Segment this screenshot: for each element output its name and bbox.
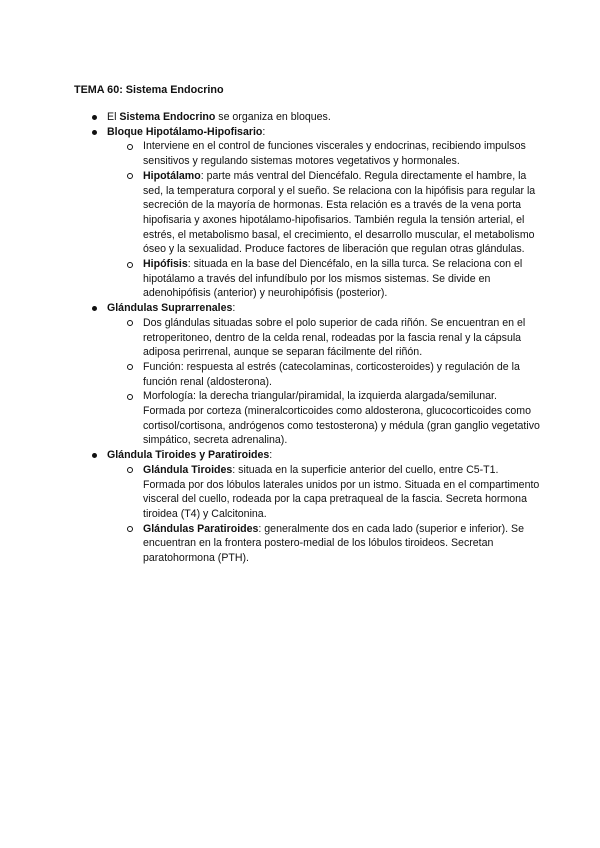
item-text: Morfología: la derecha triangular/piramidal, la izquierda alargada/semilunar. Formada por corteza (mineralcorticoides como aldosterona, glucocorticoides como cortisol/cortisona, andrógenos como testosterona) y médula (gran ganglio vegetativo simpático, secreta adrenalina). (143, 390, 540, 447)
item-bold: Hipófisis (143, 258, 188, 271)
intro-pre: El (107, 111, 120, 123)
intro-item (92, 110, 542, 125)
list-item (107, 139, 542, 168)
list-item (107, 316, 542, 360)
item-bold: Hipotálamo (143, 169, 201, 182)
section-heading: Bloque Hipotálamo-Hipofisario (107, 125, 263, 138)
heading-colon: : (232, 302, 236, 315)
list-item (107, 463, 542, 522)
section-heading: Glándula Tiroides y Paratiroides (107, 449, 270, 462)
heading-colon: : (269, 449, 273, 462)
section-tiroides-paratiroides (92, 448, 542, 566)
item-bold: Glándula Tiroides (143, 463, 233, 476)
list-item (107, 522, 542, 566)
section-items (107, 139, 542, 301)
item-text: : situada en la base del Diencéfalo, en la silla turca. Se relaciona con el hipotálamo a través del infundíbulo por los mismos sistemas. Se divide en adenohipófisis (anterior) y neurohipófisis (posterior). (143, 258, 523, 300)
item-text: Interviene en el control de funciones viscerales y endocrinas, recibiendo impulsos sensitivos y regulando sistemas motores vegetativos y hormonales. (143, 140, 526, 168)
section-items (107, 316, 542, 448)
item-bold: Glándulas Paratiroides (143, 522, 259, 535)
list-item (107, 169, 542, 257)
list-item (107, 257, 542, 301)
section-items (107, 463, 542, 566)
item-text: : situada en la superficie anterior del cuello, entre C5-T1. Formada por dos lóbulos laterales unidos por un istmo. Situada en el compartimento visceral del cuello, rodeada por la capa pretraqueal de la fascia. Secreta hormona tiroidea (T4) y Calcitonina. (143, 463, 540, 520)
intro-post: se organiza en bloques. (215, 111, 331, 123)
item-text: Dos glándulas situadas sobre el polo superior de cada riñón. Se encuentran en el retroperitoneo, dentro de la celda renal, rodeadas por la fascia renal y la cápsula adiposa perirrenal, aunque se separan fácilmente del riñón. (143, 316, 526, 359)
intro-bold: Sistema Endocrino (119, 111, 216, 123)
item-text: Función: respuesta al estrés (catecolaminas, corticosteroides) y regulación de la función renal (aldosterona). (143, 360, 520, 388)
section-suprarrenales (92, 301, 542, 448)
heading-colon: : (262, 125, 266, 138)
section-hipotalamo-hipofisario (92, 125, 542, 301)
list-item (107, 389, 542, 448)
item-text: : parte más ventral del Diencéfalo. Regula directamente el hambre, la sed, la temperatura corporal y el sueño. Se relaciona con la hipófisis para regular la secreción de la mayoría de hormonas. Esta relación es a través de la vena porta hipofisaria y axones hipotálamo-hipofisarios. También regula la tensión arterial, el estrés, el metabolismo basal, el crecimiento, el desarrollo muscular, el metabolismo óseo y la sexualidad. Produce factores de liberación que regulan otras glándulas. (143, 169, 536, 256)
section-heading: Glándulas Suprarrenales (107, 302, 233, 315)
list-item (107, 360, 542, 389)
page-title: TEMA 60: Sistema Endocrino (74, 84, 224, 96)
item-text: : generalmente dos en cada lado (superior e inferior). Se encuentran en la frontera postero-medial de los lóbulos tiroideos. Secretan paratohormona (PTH). (143, 522, 524, 565)
outline-list (92, 110, 542, 566)
